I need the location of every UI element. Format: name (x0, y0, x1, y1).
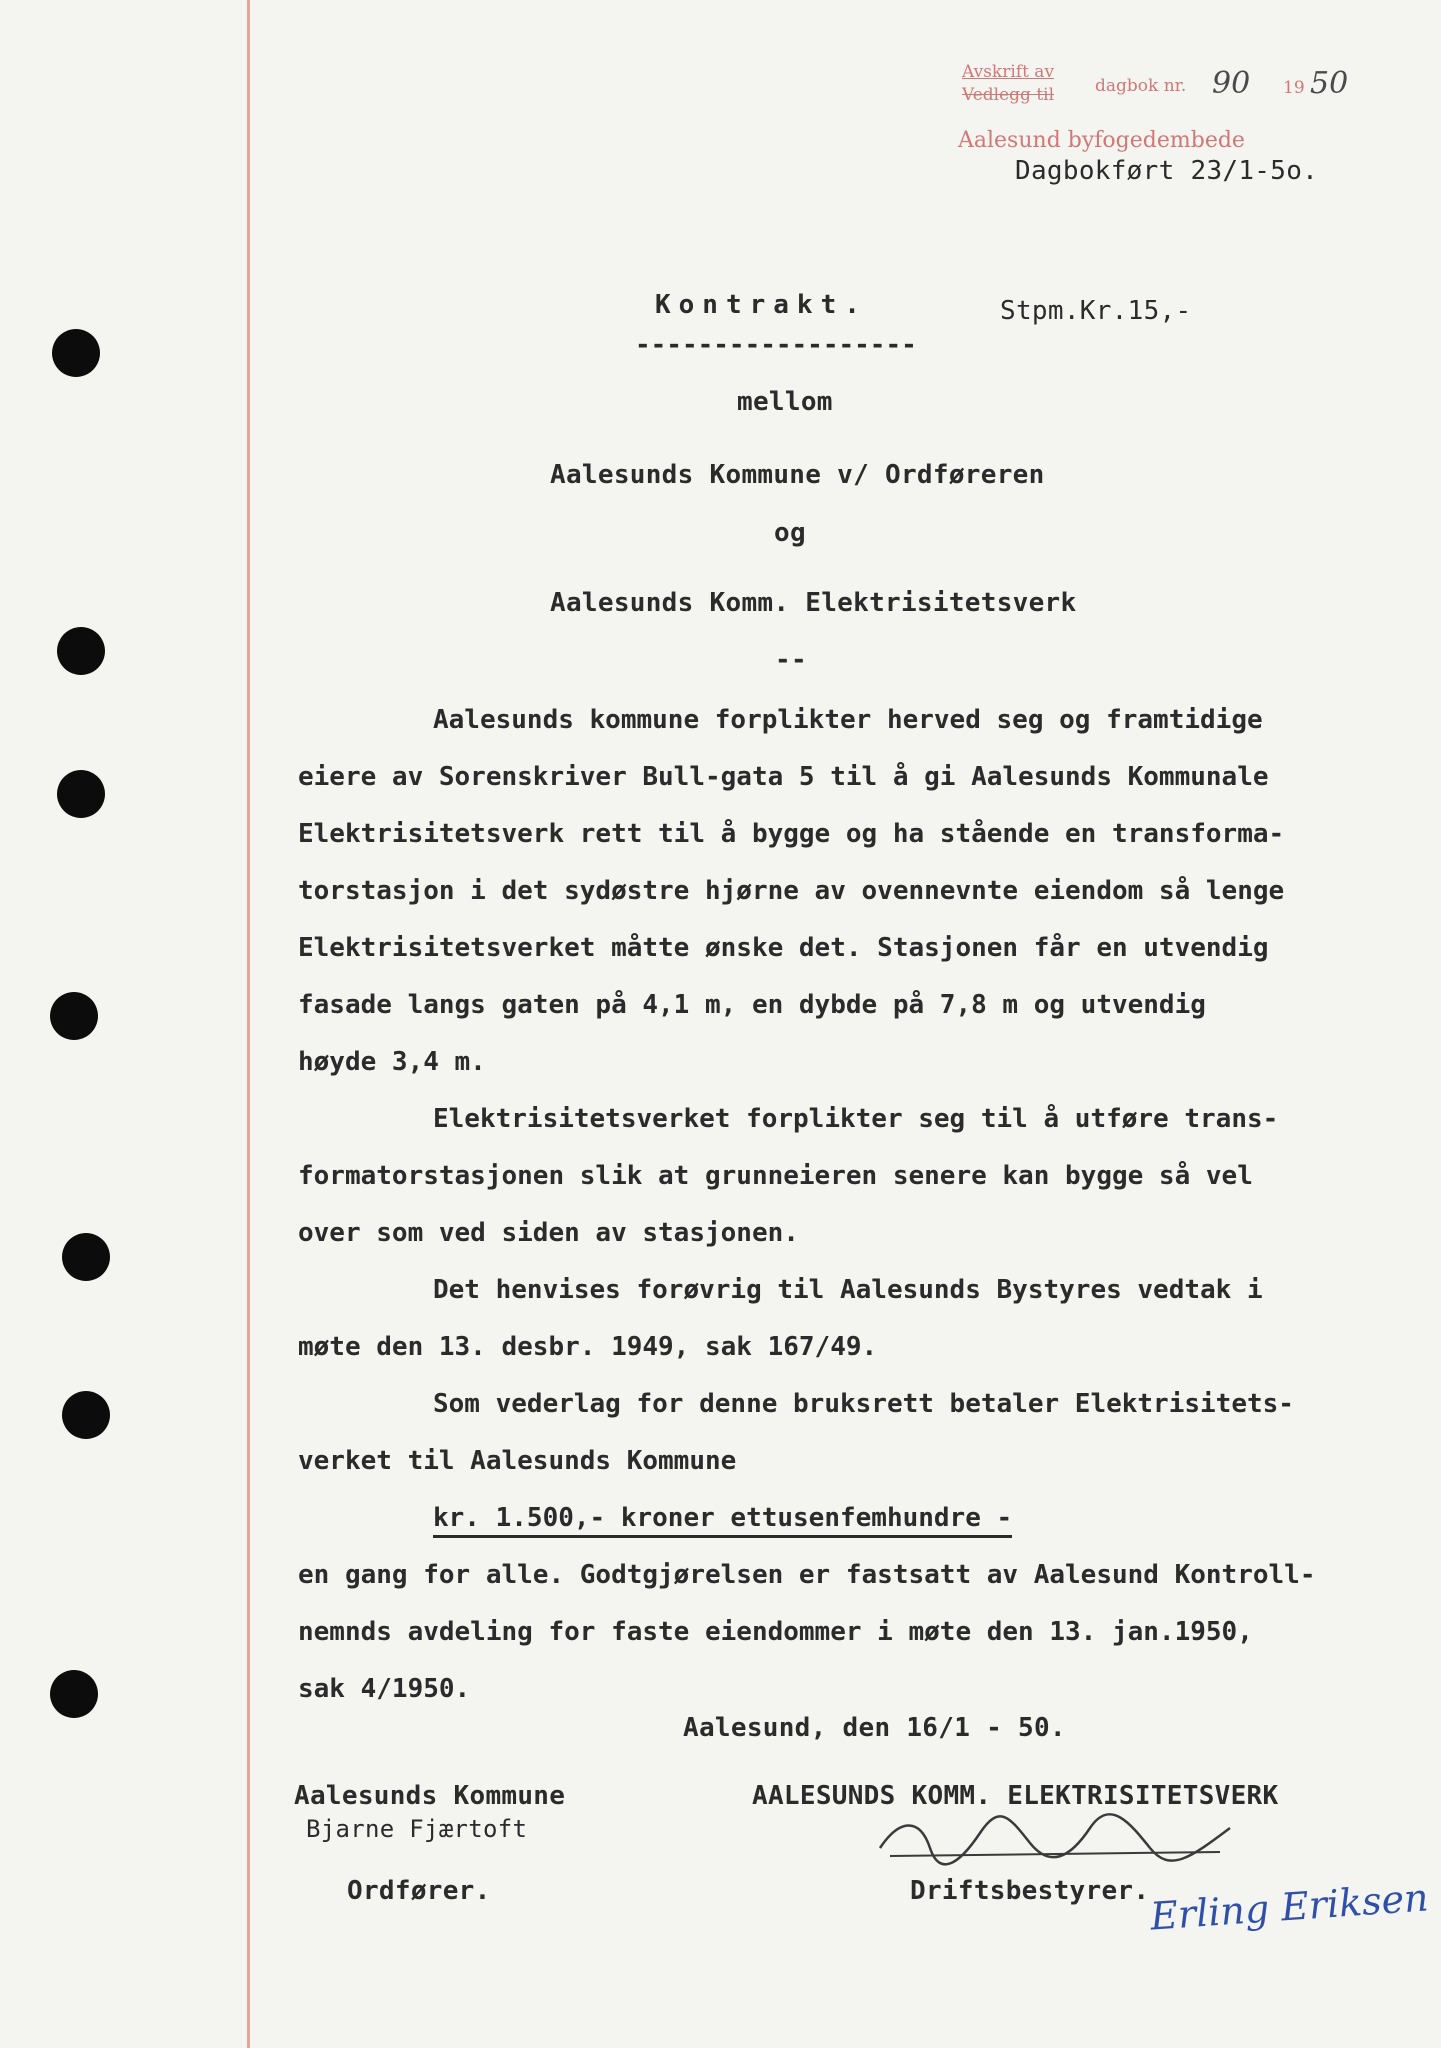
party-1: Aalesunds Kommune v/ Ordføreren (550, 460, 1045, 490)
parties-separator: -- (775, 645, 807, 675)
left-org: Aalesunds Kommune (294, 1781, 566, 1811)
punch-hole (50, 992, 98, 1040)
amount: kr. 1.500,- kroner ettusenfemhundre - (433, 1503, 1012, 1538)
text-line: Elektrisitetsverket måtte ønske det. Stasjonen får en utvendig (298, 933, 1269, 963)
text-line: sak 4/1950. (298, 1674, 471, 1704)
stamp-year: 50 (1310, 66, 1349, 101)
document-title: Kontrakt. (655, 290, 868, 320)
text-line: over som ved siden av stasjonen. (298, 1218, 799, 1248)
amount-line (298, 1490, 1408, 1547)
punch-hole (50, 1670, 98, 1718)
dagbokfort-note: Dagbokført 23/1-5o. (1015, 156, 1319, 186)
margin-rule (247, 0, 250, 2048)
text-line: møte den 13. desbr. 1949, sak 167/49. (298, 1332, 878, 1362)
handwritten-signature: Erling Eriksen (1148, 1875, 1430, 1939)
text-line: formatorstasjonen slik at grunneieren senere kan bygge så vel (298, 1161, 1253, 1191)
paragraph-3 (298, 1262, 1408, 1376)
text-line: eiere av Sorenskriver Bull-gata 5 til å gi Aalesunds Kommunale (298, 762, 1269, 792)
party-2: Aalesunds Komm. Elektrisitetsverk (550, 588, 1077, 618)
text-line: Som vederlag for denne bruksrett betaler Elektrisitets- (433, 1389, 1294, 1419)
text-line: Elektrisitetsverket forplikter seg til å utføre trans- (433, 1104, 1279, 1134)
text-line: verket til Aalesunds Kommune (298, 1446, 737, 1476)
stamp-dagbok-number: 90 (1212, 66, 1251, 101)
stamp-dagbok-label: dagbok nr. (1095, 76, 1187, 96)
paragraph-2 (298, 1091, 1408, 1262)
left-title: Ordfører. (347, 1876, 491, 1906)
right-org: AALESUNDS KOMM. ELEKTRISITETSVERK (752, 1781, 1279, 1811)
text-line: fasade langs gaten på 4,1 m, en dybde på 7,8 m og utvendig (298, 990, 1206, 1020)
place-date: Aalesund, den 16/1 - 50. (683, 1713, 1066, 1743)
punch-hole (57, 627, 105, 675)
punch-hole (52, 329, 100, 377)
punch-hole (62, 1391, 110, 1439)
stamp-line-1: Avskrift av (962, 62, 1055, 82)
punch-hole (57, 770, 105, 818)
stamp-fee: Stpm.Kr.15,- (1000, 296, 1192, 326)
text-line: Aalesunds kommune forplikter herved seg og framtidige (433, 705, 1263, 735)
punch-hole (62, 1233, 110, 1281)
stamp-year-prefix: 19 (1283, 78, 1305, 98)
stamp-office: Aalesund byfogedembede (958, 128, 1245, 153)
paragraph-4 (298, 1376, 1408, 1490)
text-line: nemnds avdeling for faste eiendommer i møte den 13. jan.1950, (298, 1617, 1253, 1647)
right-title: Driftsbestyrer. (910, 1876, 1150, 1906)
text-line: Det henvises forøvrig til Aalesunds Bystyres vedtak i (433, 1275, 1263, 1305)
text-line: en gang for alle. Godtgjørelsen er fastsatt av Aalesund Kontroll- (298, 1560, 1316, 1590)
handwritten-signature-scribble (870, 1808, 1250, 1868)
paragraph-5 (298, 1547, 1408, 1718)
contract-body (298, 692, 1408, 1718)
and-label: og (774, 518, 806, 548)
text-line: Elektrisitetsverk rett til å bygge og ha stående en transforma- (298, 819, 1285, 849)
paragraph-1 (298, 692, 1408, 1091)
left-name: Bjarne Fjærtoft (306, 1815, 528, 1843)
title-underline: ------------------ (635, 330, 917, 360)
between-label: mellom (737, 387, 833, 417)
text-line: torstasjon i det sydøstre hjørne av ovennevnte eiendom så lenge (298, 876, 1285, 906)
stamp-line-2: Vedlegg til (962, 85, 1055, 105)
text-line: høyde 3,4 m. (298, 1047, 486, 1077)
